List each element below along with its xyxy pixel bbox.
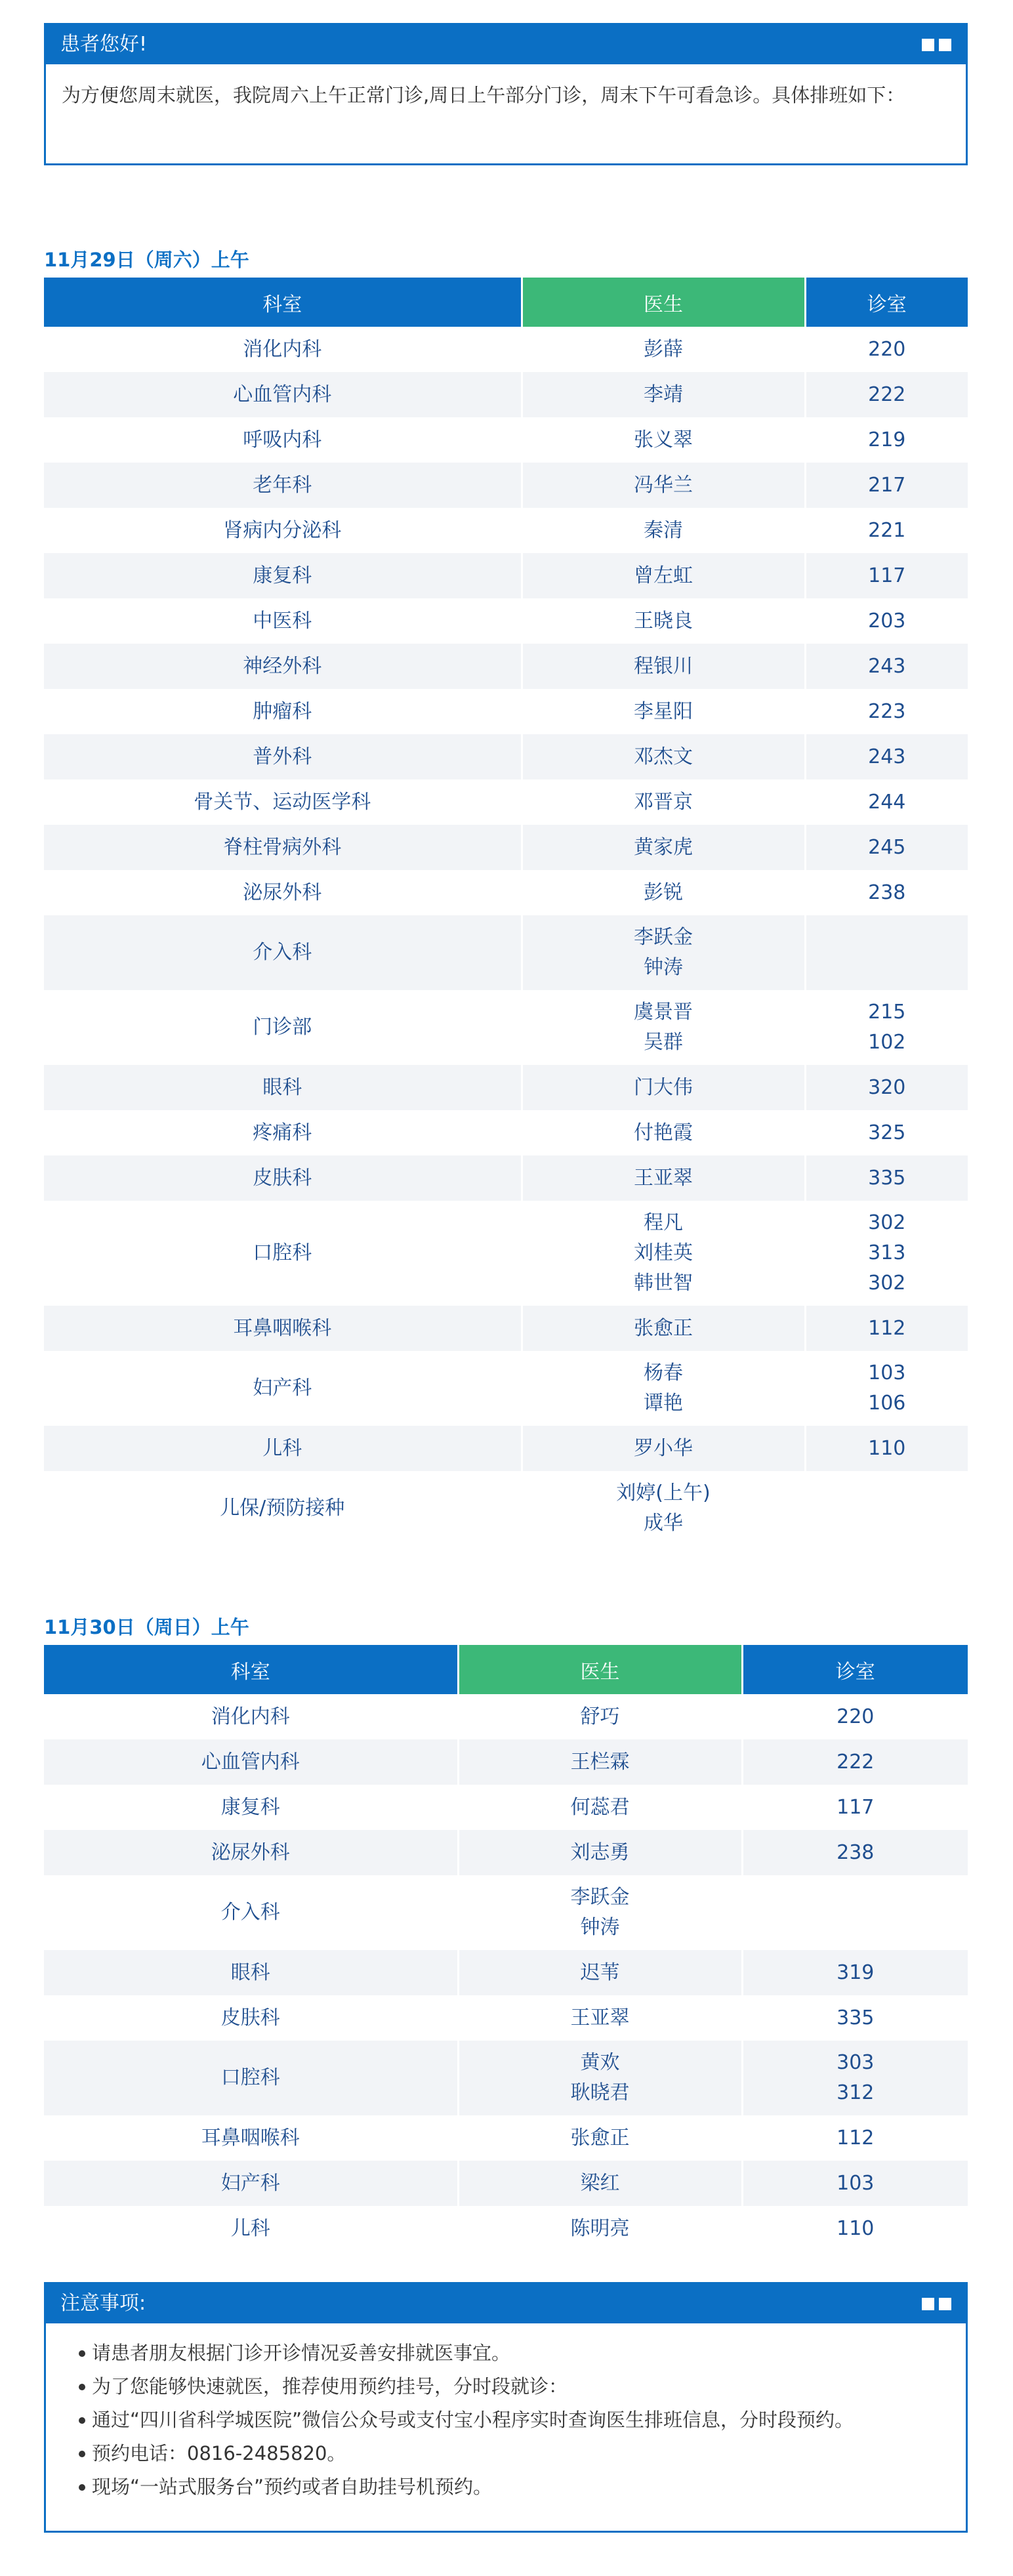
room-number: 106 xyxy=(868,1392,906,1415)
square-icon xyxy=(939,39,951,51)
table-row xyxy=(44,1830,968,1875)
room-cell xyxy=(805,553,968,598)
doctor-name: 黄家虎 xyxy=(634,835,693,859)
room-cell xyxy=(742,2161,968,2206)
room-number: 238 xyxy=(837,1840,875,1864)
doctor-name: 刘婷(上午) xyxy=(616,1482,711,1505)
doctor-cell xyxy=(522,463,805,508)
room-cell xyxy=(742,2041,968,2115)
doctor-name: 程银川 xyxy=(634,654,693,678)
room-cell xyxy=(805,598,968,644)
doctor-cell xyxy=(522,644,805,689)
doctor-name: 迟苇 xyxy=(580,1961,620,1984)
department-cell: 口腔科 xyxy=(44,1201,522,1306)
bullet-icon xyxy=(79,2484,85,2491)
doctor-name: 冯华兰 xyxy=(634,473,693,497)
doctor-cell xyxy=(458,1875,742,1950)
room-number: 112 xyxy=(868,1316,906,1340)
room-number: 312 xyxy=(837,2081,875,2104)
department-cell: 介入科 xyxy=(44,1875,458,1950)
doctor-name: 程凡 xyxy=(644,1211,683,1234)
note-text: 现场“一站式服务台”预约或者自助挂号机预约。 xyxy=(92,2476,493,2498)
table-row xyxy=(44,417,968,463)
doctor-cell xyxy=(522,372,805,417)
table-row xyxy=(44,327,968,372)
room-cell xyxy=(805,463,968,508)
room-cell xyxy=(805,915,968,990)
doctor-cell xyxy=(458,1950,742,1995)
doctor-cell xyxy=(458,2206,742,2251)
doctor-name: 陈明亮 xyxy=(570,2216,630,2240)
note-text: 通过“四川省科学城医院”微信公众号或支付宝小程序实时查询医生排班信息，分时段预约。 xyxy=(92,2409,854,2431)
doctor-name: 王晓良 xyxy=(634,609,693,633)
room-cell xyxy=(805,508,968,553)
room-number: 215 xyxy=(868,1001,906,1024)
room-number: 222 xyxy=(837,1750,875,1774)
doctor-cell xyxy=(522,779,805,825)
department-cell: 泌尿外科 xyxy=(44,870,522,915)
doctor-cell xyxy=(458,1830,742,1875)
table-header-row xyxy=(44,278,968,327)
doctor-cell xyxy=(522,1306,805,1351)
table-row xyxy=(44,1471,968,1546)
room-cell xyxy=(742,1694,968,1739)
room-number: 220 xyxy=(837,1705,875,1728)
department-cell: 皮肤科 xyxy=(44,1155,522,1201)
doctor-cell xyxy=(458,1785,742,1830)
header-room: 诊室 xyxy=(805,278,968,327)
doctor-name: 张愈正 xyxy=(634,1316,693,1340)
header-doctor: 医生 xyxy=(522,278,805,327)
saturday-title: 11月29日（周六）上午 xyxy=(44,249,249,271)
doctor-name: 李跃金 xyxy=(634,926,693,949)
room-cell xyxy=(805,1471,968,1546)
department-cell: 儿科 xyxy=(44,2206,458,2251)
doctor-cell xyxy=(522,553,805,598)
doctor-name: 谭艳 xyxy=(644,1392,683,1415)
notes-list xyxy=(62,2337,950,2504)
square-icon xyxy=(922,2298,934,2310)
doctor-name: 彭锐 xyxy=(644,881,683,904)
room-number: 325 xyxy=(868,1121,906,1144)
table-row xyxy=(44,1110,968,1155)
doctor-name: 张愈正 xyxy=(570,2126,630,2150)
department-cell: 肿瘤科 xyxy=(44,689,522,734)
room-number: 110 xyxy=(837,2216,875,2240)
notes-header xyxy=(46,2284,966,2323)
department-cell: 普外科 xyxy=(44,734,522,779)
square-icon xyxy=(922,39,934,51)
room-cell xyxy=(805,990,968,1065)
doctor-cell xyxy=(522,1065,805,1110)
department-cell: 泌尿外科 xyxy=(44,1830,458,1875)
room-cell xyxy=(805,825,968,870)
table-row xyxy=(44,598,968,644)
room-cell xyxy=(805,1351,968,1426)
department-cell: 儿保/预防接种 xyxy=(44,1471,522,1546)
note-item xyxy=(62,2470,950,2504)
doctor-cell xyxy=(458,1739,742,1785)
room-number: 117 xyxy=(837,1795,875,1819)
table-row xyxy=(44,1875,968,1950)
room-number: 203 xyxy=(868,609,906,633)
table-row xyxy=(44,2041,968,2115)
room-cell xyxy=(742,1950,968,1995)
doctor-cell xyxy=(458,1694,742,1739)
room-number: 335 xyxy=(837,2006,875,2029)
doctor-cell xyxy=(458,1995,742,2041)
doctor-cell xyxy=(458,2115,742,2161)
room-number: 217 xyxy=(868,473,906,497)
room-cell xyxy=(742,1739,968,1785)
doctor-cell xyxy=(522,689,805,734)
department-cell: 眼科 xyxy=(44,1065,522,1110)
room-number: 103 xyxy=(868,1361,906,1384)
room-cell xyxy=(805,779,968,825)
table-row xyxy=(44,1351,968,1426)
table-row xyxy=(44,1694,968,1739)
table-row xyxy=(44,1155,968,1201)
intro-heading: 患者您好! xyxy=(60,33,148,56)
square-icon xyxy=(939,2298,951,2310)
doctor-name: 杨春 xyxy=(644,1361,683,1384)
doctor-name: 刘桂英 xyxy=(634,1241,693,1264)
table-row xyxy=(44,779,968,825)
table-header-row xyxy=(44,1645,968,1694)
note-item xyxy=(62,2337,950,2370)
bullet-icon xyxy=(79,2417,85,2424)
table-row xyxy=(44,734,968,779)
doctor-name: 曾左虹 xyxy=(634,564,693,587)
note-item xyxy=(62,2437,950,2470)
room-cell xyxy=(805,372,968,417)
table-row xyxy=(44,508,968,553)
department-cell: 妇产科 xyxy=(44,1351,522,1426)
doctor-name: 王栏霖 xyxy=(570,1750,630,1774)
room-cell xyxy=(742,2206,968,2251)
header-department: 科室 xyxy=(44,1645,458,1694)
room-number: 243 xyxy=(868,654,906,678)
room-number: 319 xyxy=(837,1961,875,1984)
doctor-name: 耿晓君 xyxy=(570,2081,630,2104)
table-row xyxy=(44,553,968,598)
doctor-cell xyxy=(522,417,805,463)
table-row xyxy=(44,825,968,870)
department-cell: 中医科 xyxy=(44,598,522,644)
room-number: 219 xyxy=(868,428,906,451)
room-cell xyxy=(805,1155,968,1201)
department-cell: 呼吸内科 xyxy=(44,417,522,463)
department-cell: 心血管内科 xyxy=(44,1739,458,1785)
table-row xyxy=(44,1995,968,2041)
department-cell: 妇产科 xyxy=(44,2161,458,2206)
table-row xyxy=(44,870,968,915)
note-text: 预约电话：0816-2485820。 xyxy=(92,2442,346,2464)
doctor-name: 韩世智 xyxy=(634,1272,693,1295)
bullet-icon xyxy=(79,2350,85,2357)
doctor-name: 李星阳 xyxy=(634,699,693,723)
table-row xyxy=(44,372,968,417)
note-item xyxy=(62,2370,950,2403)
table-row xyxy=(44,2161,968,2206)
department-cell: 儿科 xyxy=(44,1426,522,1471)
room-cell xyxy=(805,1110,968,1155)
doctor-name: 罗小华 xyxy=(634,1436,693,1460)
room-number: 223 xyxy=(868,699,906,723)
doctor-name: 付艳霞 xyxy=(634,1121,693,1144)
room-cell xyxy=(805,870,968,915)
doctor-cell xyxy=(522,734,805,779)
room-cell xyxy=(742,1875,968,1950)
room-cell xyxy=(805,1426,968,1471)
room-cell xyxy=(805,644,968,689)
room-number: 222 xyxy=(868,383,906,406)
room-number: 320 xyxy=(868,1075,906,1099)
room-cell xyxy=(742,1830,968,1875)
doctor-cell xyxy=(522,1471,805,1546)
department-cell: 疼痛科 xyxy=(44,1110,522,1155)
department-cell: 脊柱骨病外科 xyxy=(44,825,522,870)
table-row xyxy=(44,644,968,689)
doctor-name: 王亚翠 xyxy=(634,1166,693,1190)
doctor-name: 门大伟 xyxy=(634,1075,693,1099)
room-number: 110 xyxy=(868,1436,906,1460)
header-doctor: 医生 xyxy=(458,1645,742,1694)
department-cell: 心血管内科 xyxy=(44,372,522,417)
room-number: 302 xyxy=(868,1211,906,1234)
doctor-name: 刘志勇 xyxy=(570,1840,630,1864)
doctor-name: 黄欢 xyxy=(580,2051,620,2074)
department-cell: 神经外科 xyxy=(44,644,522,689)
room-number: 244 xyxy=(868,790,906,814)
department-cell: 耳鼻咽喉科 xyxy=(44,2115,458,2161)
doctor-cell xyxy=(522,825,805,870)
doctor-cell xyxy=(522,1155,805,1201)
intro-text: 为方便您周末就医，我院周六上午正常门诊,周日上午部分门诊，周末下午可看急诊。具体排班如下： xyxy=(62,84,905,106)
doctor-cell xyxy=(522,1201,805,1306)
room-number: 313 xyxy=(868,1241,906,1264)
department-cell: 消化内科 xyxy=(44,1694,458,1739)
doctor-cell xyxy=(522,1110,805,1155)
room-number: 220 xyxy=(868,337,906,361)
room-number: 335 xyxy=(868,1166,906,1190)
doctor-name: 王亚翠 xyxy=(570,2006,630,2029)
doctor-name: 邓晋京 xyxy=(634,790,693,814)
doctor-cell xyxy=(522,1426,805,1471)
doctor-cell xyxy=(522,508,805,553)
table-row xyxy=(44,2206,968,2251)
table-row xyxy=(44,1426,968,1471)
header-department: 科室 xyxy=(44,278,522,327)
table-row xyxy=(44,2115,968,2161)
room-cell xyxy=(805,689,968,734)
note-item xyxy=(62,2403,950,2437)
room-number: 102 xyxy=(868,1031,906,1054)
bullet-icon xyxy=(79,2451,85,2457)
department-cell: 耳鼻咽喉科 xyxy=(44,1306,522,1351)
department-cell: 老年科 xyxy=(44,463,522,508)
sunday-schedule-table xyxy=(44,1645,968,2251)
room-number: 243 xyxy=(868,745,906,768)
doctor-name: 张义翠 xyxy=(634,428,693,451)
table-row xyxy=(44,1785,968,1830)
doctor-cell xyxy=(522,327,805,372)
doctor-name: 何蕊君 xyxy=(570,1795,630,1819)
notes-box xyxy=(44,2282,968,2533)
department-cell: 骨关节、运动医学科 xyxy=(44,779,522,825)
header-room: 诊室 xyxy=(742,1645,968,1694)
room-number: 112 xyxy=(837,2126,875,2150)
department-cell: 消化内科 xyxy=(44,327,522,372)
doctor-name: 梁红 xyxy=(580,2171,620,2195)
department-cell: 康复科 xyxy=(44,1785,458,1830)
doctor-name: 虞景晋 xyxy=(634,1001,693,1024)
doctor-name: 李靖 xyxy=(644,383,683,406)
department-cell: 康复科 xyxy=(44,553,522,598)
room-cell xyxy=(805,1065,968,1110)
doctor-name: 秦清 xyxy=(644,518,683,542)
room-number: 221 xyxy=(868,518,906,542)
department-cell: 介入科 xyxy=(44,915,522,990)
room-cell xyxy=(805,1201,968,1306)
doctor-cell xyxy=(522,915,805,990)
department-cell: 门诊部 xyxy=(44,990,522,1065)
doctor-cell xyxy=(522,990,805,1065)
doctor-name: 吴群 xyxy=(644,1031,683,1054)
doctor-cell xyxy=(522,870,805,915)
room-number: 302 xyxy=(868,1272,906,1295)
department-cell: 口腔科 xyxy=(44,2041,458,2115)
table-row xyxy=(44,463,968,508)
intro-box xyxy=(44,23,968,165)
saturday-schedule-table xyxy=(44,278,968,1546)
department-cell: 肾病内分泌科 xyxy=(44,508,522,553)
room-cell xyxy=(742,1785,968,1830)
bullet-icon xyxy=(79,2384,85,2390)
table-row xyxy=(44,1306,968,1351)
room-cell xyxy=(805,1306,968,1351)
intro-header xyxy=(46,25,966,64)
doctor-name: 李跃金 xyxy=(570,1886,630,1909)
doctor-cell xyxy=(458,2041,742,2115)
sunday-title: 11月30日（周日）上午 xyxy=(44,1616,249,1638)
room-cell xyxy=(805,734,968,779)
table-row xyxy=(44,1201,968,1306)
doctor-cell xyxy=(522,1351,805,1426)
doctor-cell xyxy=(522,598,805,644)
doctor-name: 钟涛 xyxy=(580,1916,620,1939)
room-cell xyxy=(805,417,968,463)
room-number: 245 xyxy=(868,835,906,859)
room-cell xyxy=(805,327,968,372)
department-cell: 眼科 xyxy=(44,1950,458,1995)
room-number: 238 xyxy=(868,881,906,904)
room-number: 303 xyxy=(837,2051,875,2074)
note-text: 请患者朋友根据门诊开诊情况妥善安排就医事宜。 xyxy=(92,2342,511,2364)
doctor-name: 邓杰文 xyxy=(634,745,693,768)
room-number: 103 xyxy=(837,2171,875,2195)
notes-heading: 注意事项: xyxy=(60,2292,146,2315)
room-cell xyxy=(742,1995,968,2041)
doctor-name: 彭薛 xyxy=(644,337,683,361)
table-row xyxy=(44,1950,968,1995)
doctor-name: 舒巧 xyxy=(580,1705,620,1728)
table-row xyxy=(44,1739,968,1785)
table-row xyxy=(44,689,968,734)
department-cell: 皮肤科 xyxy=(44,1995,458,2041)
note-text: 为了您能够快速就医，推荐使用预约挂号，分时段就诊： xyxy=(92,2375,568,2398)
doctor-cell xyxy=(458,2161,742,2206)
table-row xyxy=(44,1065,968,1110)
doctor-name: 钟涛 xyxy=(644,956,683,979)
table-row xyxy=(44,915,968,990)
table-row xyxy=(44,990,968,1065)
room-number: 117 xyxy=(868,564,906,587)
room-cell xyxy=(742,2115,968,2161)
doctor-name: 成华 xyxy=(644,1512,683,1535)
